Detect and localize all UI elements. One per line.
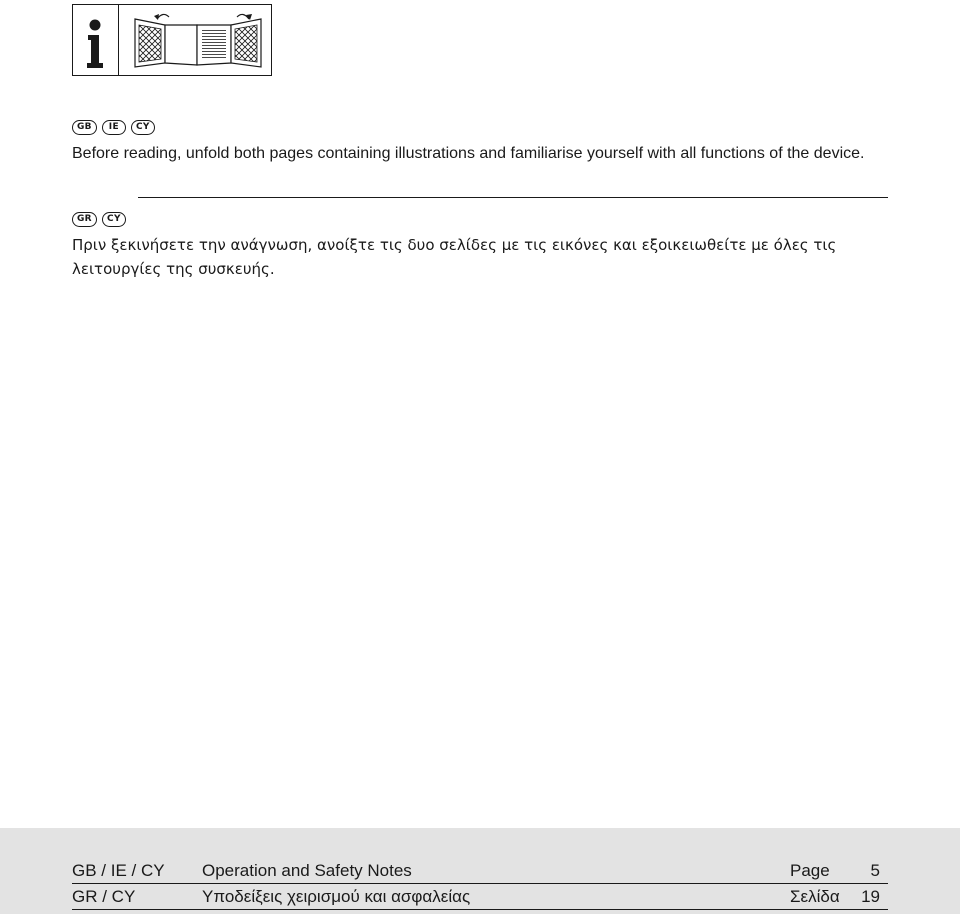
lang-badge-cy: CY bbox=[131, 120, 155, 135]
toc-page-number: 19 bbox=[861, 887, 880, 906]
toc-row-en[interactable] bbox=[72, 859, 888, 884]
lang-badges-en bbox=[72, 120, 155, 136]
info-icon bbox=[73, 5, 119, 75]
info-pictogram bbox=[72, 4, 272, 76]
section-divider bbox=[138, 197, 888, 198]
toc-page-label: Σελίδα bbox=[790, 887, 840, 906]
toc-title: Operation and Safety Notes bbox=[202, 861, 412, 880]
toc-lang: GB / IE / CY bbox=[72, 861, 165, 880]
lang-badge-cy: CY bbox=[102, 212, 126, 227]
lang-badges-gr bbox=[72, 212, 126, 228]
intro-text-gr: Πριν ξεκινήσετε την ανάγνωση, ανοίξτε τις δυο σελίδες με τις εικόνες και εξοικειωθείτε με όλες τις λειτουργίες της συσκευής. bbox=[72, 236, 837, 278]
lang-badge-gb: GB bbox=[72, 120, 97, 135]
toc-lang: GR / CY bbox=[72, 887, 136, 906]
toc-page-label: Page bbox=[790, 861, 830, 880]
toc-page-number: 5 bbox=[870, 861, 880, 880]
footer-toc bbox=[0, 828, 960, 914]
toc-row-gr[interactable] bbox=[72, 885, 888, 910]
intro-text-en: Before reading, unfold both pages containing illustrations and familiarise yourself with all functions of the device. bbox=[72, 145, 865, 162]
lang-badge-gr: GR bbox=[72, 212, 97, 227]
unfold-pages-icon bbox=[125, 5, 271, 75]
toc-title: Υποδείξεις χειρισμού και ασφαλείας bbox=[202, 887, 471, 906]
lang-badge-ie: IE bbox=[102, 120, 126, 135]
